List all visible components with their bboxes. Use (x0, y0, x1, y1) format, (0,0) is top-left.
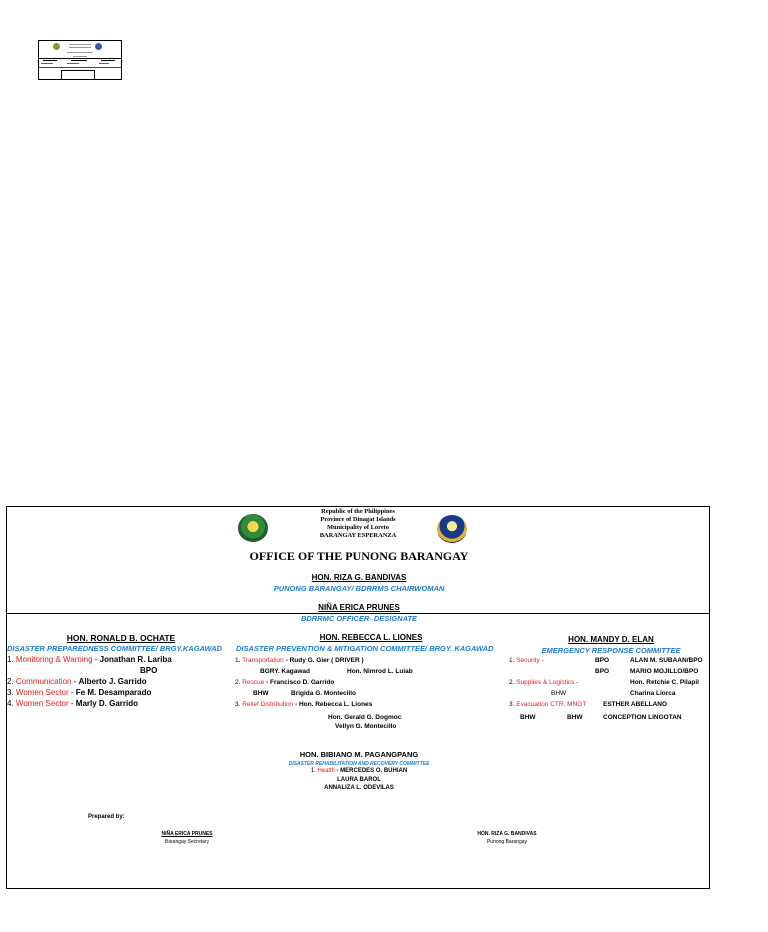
secretary-role: Barangay Secretary (164, 839, 210, 845)
middle-item-2-tag: BHW (253, 690, 269, 697)
header-line: Republic of the Philippines (321, 508, 395, 515)
right-item-3-person: ESTHER ABELLANO (603, 701, 668, 708)
header-line: Province of Dinagat Islands (320, 516, 396, 523)
right-item-3: 3. Evacuation CTR. MNGT (509, 701, 587, 708)
right-item-1-person: ALAN M. SUBAAN/BPO (630, 657, 703, 664)
right-item-2b-person: Charina Liorca (630, 690, 676, 697)
rehab-item-2: LAURA BAROL (337, 777, 381, 783)
middle-committee-head: HON. REBECCA L. LIONES (319, 633, 423, 642)
seal-thumb-right (95, 43, 102, 50)
left-item-3: 3. Women Sector - Fe M. Desamparado (7, 688, 152, 697)
middle-item-1-name: Hon. Nimrod L. Luiab (347, 668, 413, 675)
header-line: Municipality of Loreto (326, 524, 389, 531)
right-item-1b-tag: BPO (595, 668, 610, 675)
officer-role: BDRRMC OFFICER- DESIGNATE (300, 614, 418, 623)
officer-name: NIÑA ERICA PRUNES (318, 603, 400, 612)
document-header (283, 508, 433, 540)
right-item-3b-tag-b: BHW (567, 714, 583, 721)
barangay-seal-left (238, 514, 268, 542)
rehab-item-3: ANNALIZA L. ODEVILAS (324, 785, 394, 791)
org-chart-page (6, 506, 710, 889)
middle-item-2: 2. Rescue - Francisco D. Garrido (235, 679, 335, 686)
right-item-3b-person: CONCEPTION LINGOTAN (603, 714, 682, 721)
thumb-sub-box (61, 70, 95, 80)
right-committee-role: EMERGENCY RESPONSE COMMITTEE (541, 646, 681, 655)
right-item-1-tag: BPO (595, 657, 610, 664)
middle-item-2-name: Brigida G. Montecillo (291, 690, 357, 697)
right-item-3b-tag-a: BHW (520, 714, 536, 721)
punong-name: HON. RIZA G. BANDIVAS (311, 573, 407, 582)
right-item-1b-person: MARIO MOJILLO/BPO (630, 668, 699, 675)
middle-item-1: 1. Transportation - Rudy G. Gier ( DRIVER ) (235, 657, 364, 664)
secretary-name: NIÑA ERICA PRUNES (161, 831, 213, 837)
right-item-2-person: Hon. Retchie C. Pilapil (630, 679, 699, 686)
left-item-1-extra: BPO (140, 666, 158, 675)
punong-signatory-role: Punong Barangay (486, 839, 528, 845)
rehab-committee-head: HON. BIBIANO M. PAGANGPANG (299, 750, 419, 759)
left-item-4: 4. Women Sector - Marly D. Garrido (7, 699, 139, 708)
municipal-seal-right (437, 515, 467, 543)
page-thumbnail[interactable] (38, 40, 122, 80)
punong-role: PUNONG BARANGAY/ BDRRMS CHAIRWOMAN (273, 584, 445, 593)
header-line: BARANGAY ESPERANZA (319, 532, 397, 539)
punong-signatory-name: HON. RIZA G. BANDIVAS (477, 831, 537, 837)
middle-item-3-line2: Hon. Gerald G. Dogmoc (328, 714, 402, 721)
office-title: OFFICE OF THE PUNONG BARANGAY (249, 549, 469, 563)
left-committee-role: DISASTER PREPAREDNESS COMMITTEE/ BRGY.KAGAWAD (7, 644, 223, 653)
seal-thumb-left (53, 43, 60, 50)
left-committee-head: HON. RONALD B. OCHATE (66, 633, 176, 643)
middle-item-3: 3. Relief Distribution - Hon. Rebecca L. Liones (235, 701, 373, 708)
right-item-2: 2. Supplies & Logistics - (509, 679, 579, 686)
right-committee-head: HON. MANDY D. ELAN (568, 635, 654, 644)
right-item-1: 1. Security - (509, 657, 544, 664)
rehab-committee-role: DISASTER REHABILITATION AND RECOVERY COMMITTEE (288, 761, 430, 767)
middle-item-1-kagawad: BGRY. Kagawad (260, 668, 310, 675)
prepared-by-label: Prepared by: (88, 814, 125, 820)
rehab-item-1: 1. Health - MERCEDES O. BUHIAN (310, 768, 408, 774)
right-item-2b-tag: BHW (551, 690, 567, 697)
middle-committee-role: DISASTER PREVENTION & MITIGATION COMMITTEE/ BRGY. KAGAWAD (236, 644, 494, 653)
middle-item-3-line3: Vellyn G. Montecillo (335, 723, 397, 730)
left-item-2: 2. Communication - Alberto J. Garrido (7, 677, 147, 686)
left-item-1: 1. Monitoring & Warning - Jonathan R. Lariba (7, 655, 172, 664)
